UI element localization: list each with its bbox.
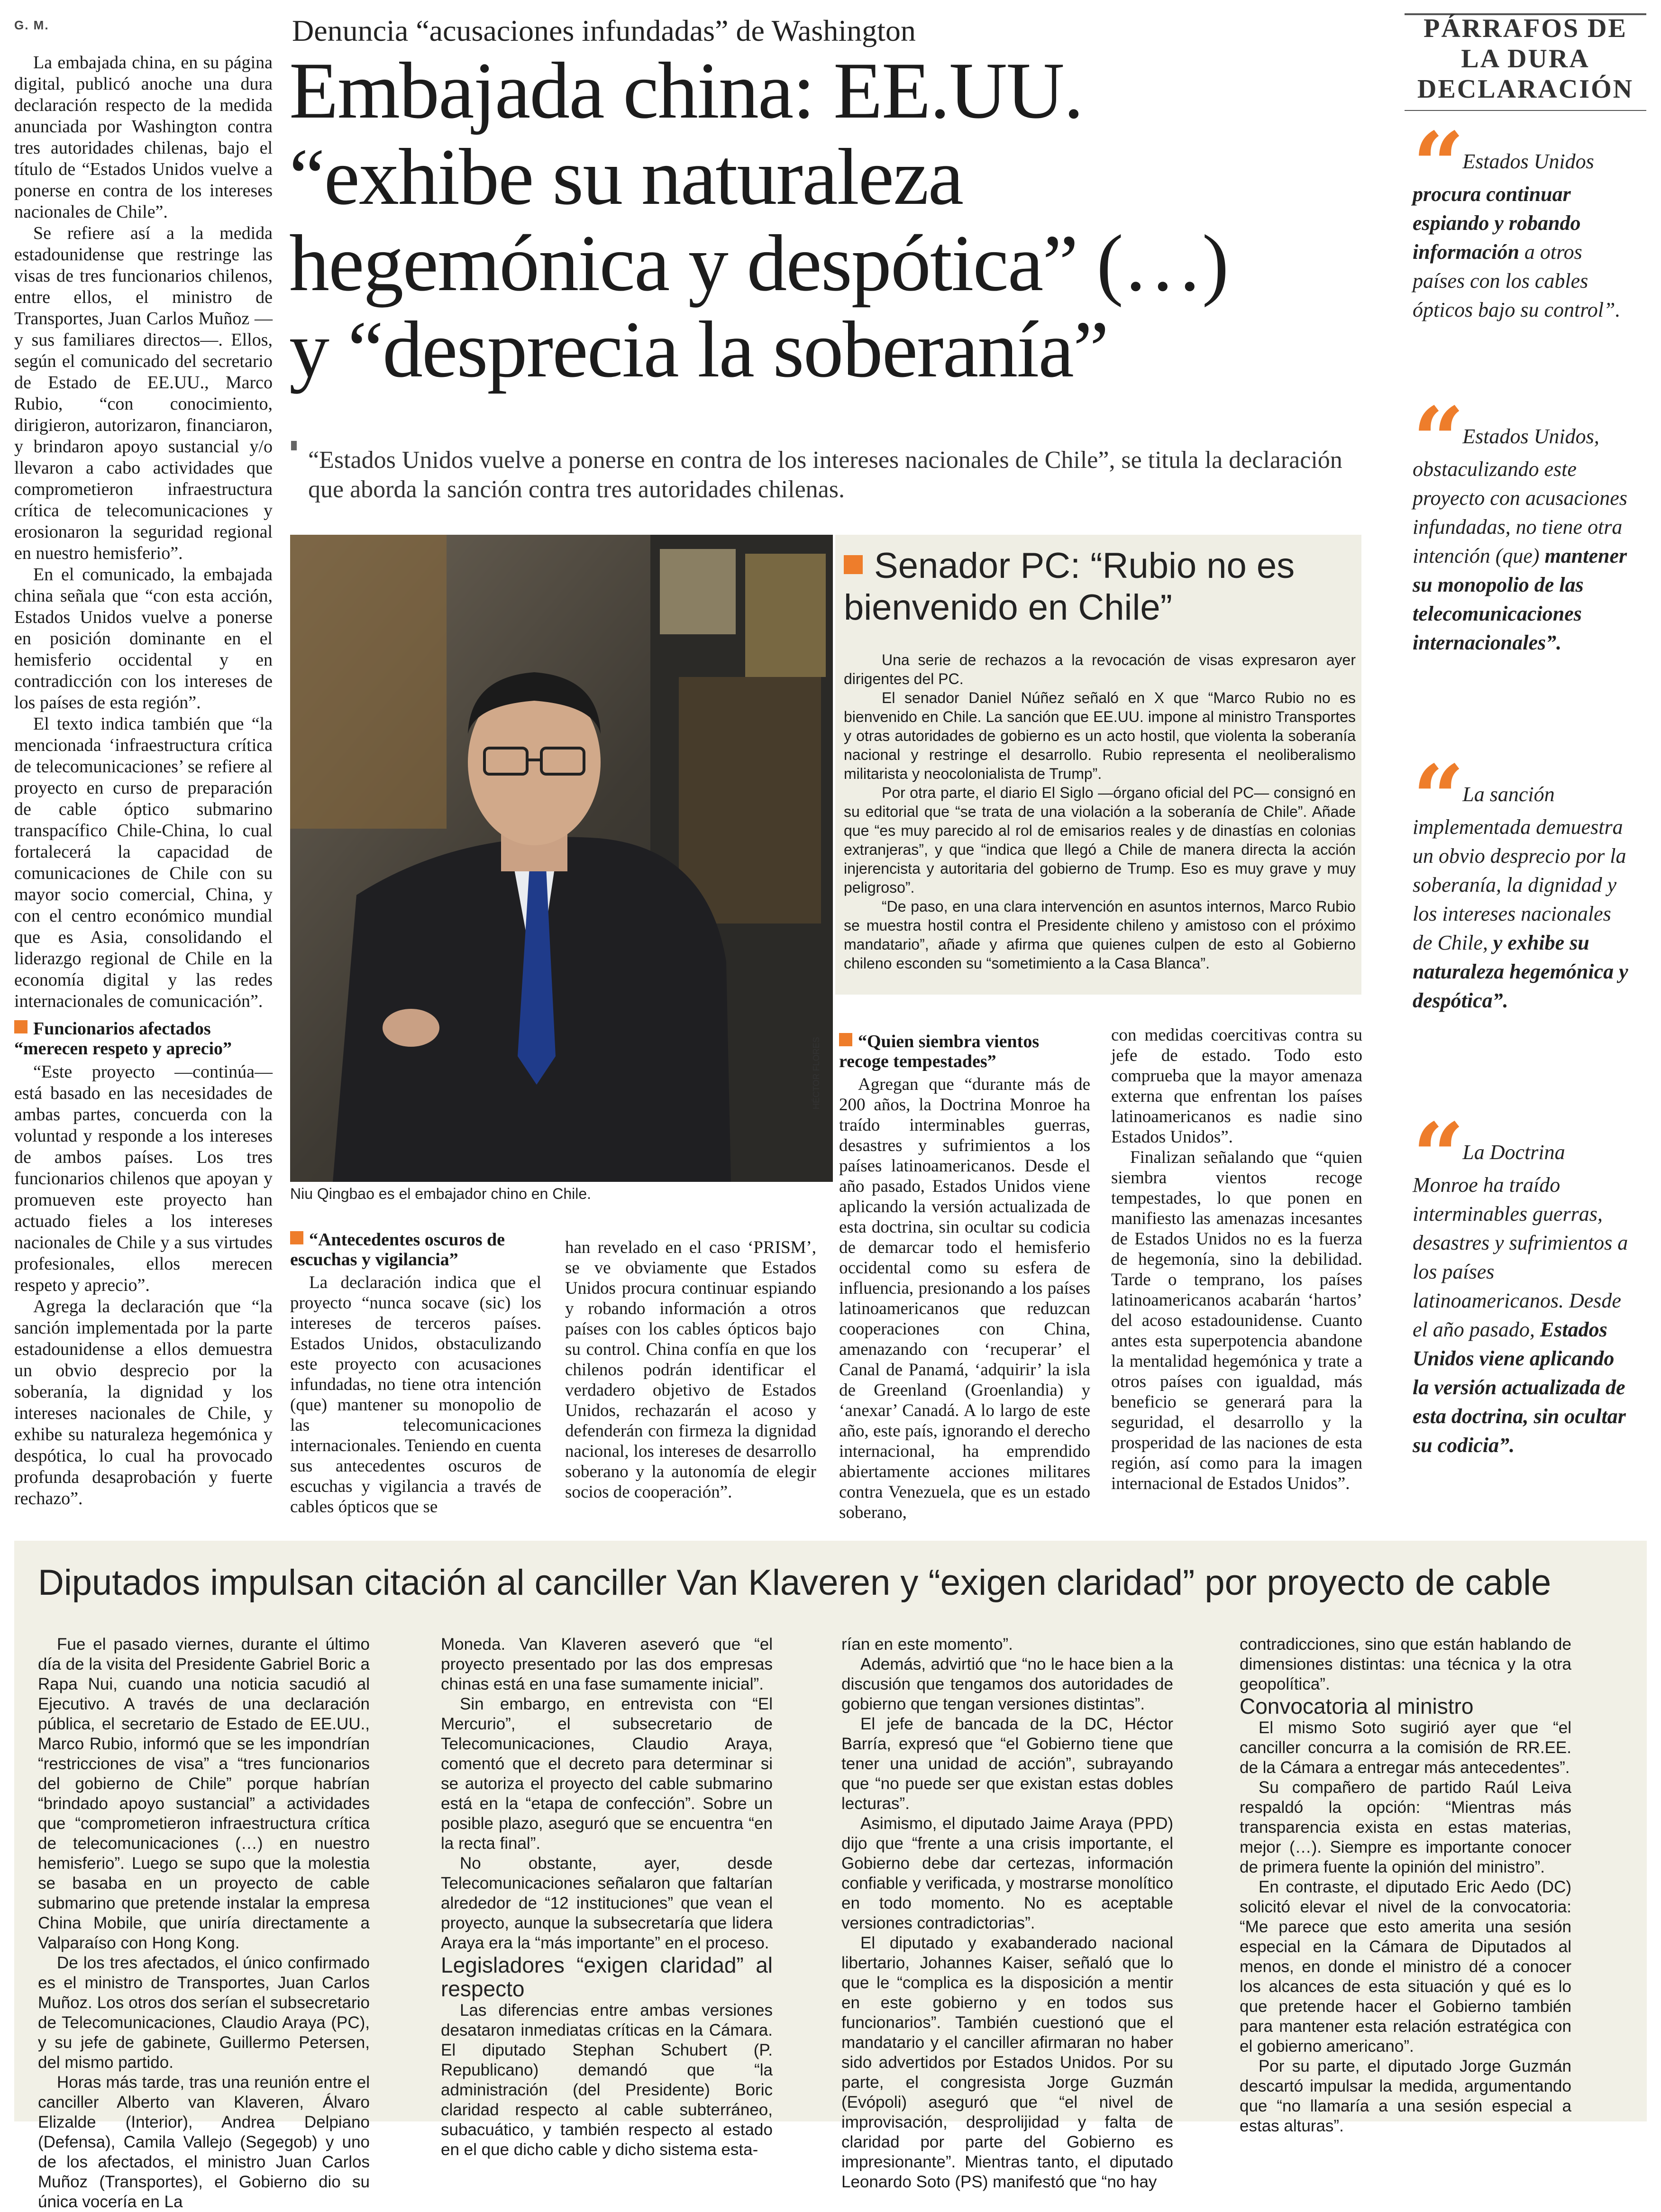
bottom-column-4 (1240, 1635, 1571, 2136)
left-paragraph: La embajada china, en su página digital, publicó anoche una dura declaración respecto de la medida anunciada por Washington contra tres autoridades chilenas, bajo el título de “Estados Unidos vuelve a ponerse en contra de los intereses nacionales de Chile”. (14, 53, 273, 222)
middle-column-3 (839, 1025, 1090, 1523)
quote-text-bold: Estados Unidos viene aplicando la versión actualizada de esta doctrina, sin ocultar su codicia”. (1413, 1318, 1626, 1457)
left-paragraph: El texto indica también que “la mencionada ‘infraestructura crítica de telecomunicaciones’ se refiere al proyecto en curso de preparación de cable óptico submarino transpacífico Chile-China, lo cual fortalecerá la capacidad de comunicaciones de Chile con su mayor socio comercial, China, y con el centro económico mundial que es Asia, consolidando el liderazgo regional de Chile en la economía digital y las redes internacionales de comunicación”. (14, 714, 273, 1011)
bottom-paragraph: Por su parte, el diputado Jorge Guzmán descartó impulsar la medida, argumentando que “no llamaría a una sesión especial a estas alturas”. (1240, 2057, 1571, 2135)
quotes-title-line: PÁRRAFOS DE (1424, 14, 1627, 43)
bottom-column-3 (841, 1635, 1173, 2192)
bottom-paragraph: rían en este momento”. (841, 1635, 1013, 1654)
headline-line: hegemónica y despótica” (…) (289, 219, 1228, 308)
bottom-paragraph: Moneda. Van Klaveren aseveró que “el proyecto presentado por las dos empresas chinas está en una fase sumamente inicial”. (441, 1635, 773, 1693)
headline (289, 47, 1379, 393)
quote-mark-icon: “ (1413, 112, 1456, 218)
kicker: Denuncia “acusaciones infundadas” de Washington (292, 14, 916, 47)
left-paragraph: “Este proyecto —continúa— está basado en las necesidades de ambas partes, concuerda con la voluntad y responde a los intereses de ambos países. Los tres funcionarios chilenos que apoyan y promueven este proyecto han actuado fieles a los intereses nacionales de Chile y a sus virtudes profesionales, ellos merecen respeto y aprecio”. (14, 1062, 273, 1295)
ambassador-photo (290, 535, 833, 1182)
pull-quote (1413, 387, 1635, 657)
orange-square-icon (290, 1231, 303, 1244)
quotes-title-line: DECLARACIÓN (1417, 74, 1634, 104)
bottom-paragraph: No obstante, ayer, desde Telecomunicaciones señalaron que faltarían alrededor de “12 instituciones” que vean el proyecto, aunque la subsecretaría que lidera Araya era la “más importante” en el proceso. (441, 1854, 773, 1952)
middle-subhead-text: “Quien siembra vientos recoge tempestades” (839, 1032, 1040, 1071)
quote-text-bold: mantener su monopolio de las telecomunicaciones internacionales”. (1413, 544, 1627, 654)
middle-subhead-text: “Antecedentes oscuros de escuchas y vigilancia” (290, 1230, 505, 1270)
bottom-paragraph: El diputado y exabanderado nacional libertario, Johannes Kaiser, señaló que lo que le “complica es la disposición a mentir en este gobierno y en todos sus funcionarios”. También cuestionó que el mandatario y el canciller afirmaran no haber sido advertidos por Estados Unidos. Por su parte, el congresista Jorge Guzmán (Evópoli) aseguró que “el nivel de improvisación, desprolijidad y falta de claridad por parte del Gobierno es impresionante”. Mientras tanto, el diputado Leonardo Soto (PS) manifestó que “no hay (841, 1934, 1173, 2191)
middle-subhead (839, 1032, 1090, 1071)
orange-square-icon (839, 1033, 852, 1046)
quote-mark-icon: “ (1413, 1103, 1456, 1209)
bottom-paragraph: Asimismo, el diputado Jaime Araya (PPD) dijo que “frente a una crisis importante, el Gobierno debe dar certezas, información confiable y verificada, y mostrarse monolítico en todo momento. No es aceptable versiones contradictorias”. (841, 1814, 1173, 1932)
deck: “Estados Unidos vuelve a ponerse en contra de los intereses nacionales de Chile”, se titula la declaración que aborda la sanción contra tres autoridades chilenas. (308, 447, 1342, 503)
middle-subhead (290, 1230, 541, 1270)
photo-caption: Niu Qingbao es el embajador chino en Chile. (290, 1185, 592, 1202)
quote-text: La Doctrina Monroe ha traído interminables guerras, desastres y sufrimientos a los países latinoamericanos. Desde el año pasado, (1413, 1141, 1628, 1341)
middle-paragraph: Finalizan señalando que “quien siembra vientos recoge tempestades, lo que ponen en manifiesto las amenazas incesantes de Estados Unidos no es la fuerza de hegemonía, sino la debilidad. Tarde o temprano, los países latinoamericanos acabarán ‘hartos’ del acoso estadounidense. Cuanto antes esta superpotencia abandone la mentalidad hegemónica y trate a otros países con igualdad, más beneficio se generará para la seguridad, el desarrollo y la prosperidad de las naciones de esta región, así como para la imagen internacional de Estados Unidos”. (1111, 1148, 1362, 1493)
middle-paragraph: La declaración indica que el proyecto “nunca socave (sic) los intereses de terceros países. Estados Unidos, obstaculizando este proyecto con acusaciones infundadas, no tiene otra intención (que) mantener su monopolio de las telecomunicaciones internacionales. Teniendo en cuenta sus antecedentes oscuros de escuchas y vigilancia a través de cables ópticos que se (290, 1273, 541, 1517)
quote-text: Estados Unidos, obstaculizando este proyecto con acusaciones infundadas, no tiene otra intención (que) (1413, 425, 1627, 567)
bottom-paragraph: Además, advirtió que “no le hace bien a la discusión que tengamos dos autoridades de gobierno que tengan versiones distintas”. (841, 1655, 1173, 1713)
quote-mark-icon: “ (1413, 745, 1456, 851)
bottom-paragraph: Fue el pasado viernes, durante el último día de la visita del Presidente Gabriel Boric a Rapa Nui, cuando una noticia sacudió al Ejecutivo. A través de una declaración pública, el secretario de Estado de EE.UU., Marco Rubio, informó que se les impondrían “restricciones de visa” a “tres funcionarios del gobierno de Chile” porque habrían “brindado apoyo sustancial” a actividades que “comprometieron infraestructura crítica de telecomunicaciones (…) en nuestro hemisferio”. Luego se supo que la molestia se basaba en un proyecto de cable submarino que pretende instalar la empresa China Mobile, que uniría directamente a Valparaíso con Hong Kong. (38, 1635, 370, 1952)
quote-text-bold: procura continuar espiando y robando información (1413, 183, 1581, 264)
pull-quote (1413, 745, 1635, 1015)
bottom-paragraph: contradicciones, sino que están hablando de dimensiones distintas: una técnica y la otra geopolítica”. (1240, 1635, 1571, 1693)
ambassador-illustration (290, 535, 833, 1182)
quote-text: La sanción implementada demuestra un obvio desprecio por la soberanía, la dignidad y los intereses nacionales de Chile, (1413, 783, 1626, 954)
left-paragraph: En el comunicado, la embajada china señala que “con esta acción, Estados Unidos vuelve a ponerse en posición dominante en el hemisferio occidental y en contradicción con los intereses de los países de esta región”. (14, 565, 273, 713)
photo-credit: HÉCTOR FLORES (812, 1037, 821, 1109)
senador-paragraph: “De paso, en una clara intervención en asuntos internos, Marco Rubio se muestra hostil contra el Presidente chileno y amistoso con el próximo mandatario”, añade y afirma que quienes culpen de esto al Gobierno chileno esconden su “sometimiento a la Casa Blanca”. (844, 898, 1356, 972)
senador-title-text: Senador PC: “Rubio no es bienvenido en Chile” (844, 546, 1295, 628)
headline-line: Embajada china: EE.UU. (289, 46, 1083, 135)
senador-body (844, 650, 1356, 973)
senador-paragraph: Una serie de rechazos a la revocación de visas expresaron ayer dirigentes del PC. (844, 651, 1356, 687)
left-subhead (14, 1019, 273, 1059)
bottom-paragraph: Horas más tarde, tras una reunión entre el canciller Alberto van Klaveren, Álvaro Elizalde (Interior), Andrea Delpiano (Defensa), Camila Vallejo (Segegob) y uno de los afectados, el ministro Juan Carlos Muñoz (Transportes), el Gobierno dio su única vocería en La (38, 2073, 370, 2211)
middle-column-1 (290, 1223, 541, 1517)
quote-text: Estados Unidos (1462, 150, 1594, 173)
orange-square-icon (14, 1020, 27, 1033)
quote-text-bold: y exhibe su naturaleza hegemónica y despótica”. (1413, 931, 1628, 1012)
middle-column-4 (1111, 1025, 1362, 1494)
quotes-title-line: LA DURA (1461, 44, 1590, 73)
quote-mark-icon: “ (1413, 387, 1456, 493)
left-paragraph: Agrega la declaración que “la sanción implementada por la parte estadounidense a ellos demuestra un obvio desprecio por la soberanía, la dignidad y los intereses nacionales de Chile, y exhibe su naturaleza hegemónica y despótica, lo cual ha provocado profunda desaprobación y fuerte rechazo”. (14, 1297, 273, 1508)
bottom-column-2 (441, 1635, 773, 2160)
bottom-title: Diputados impulsan citación al canciller Van Klaveren y “exigen claridad” por proyecto de cable (38, 1563, 1551, 1603)
bottom-paragraph: Sin embargo, en entrevista con “El Mercurio”, el subsecretario de Telecomunicaciones, Claudio Araya, comentó que el decreto para determinar si se autoriza el proyecto del cable submarino está en la “etapa de confección”. Sobre un posible plazo, aseguró que se encuentra “en la recta final”. (441, 1695, 773, 1853)
bottom-paragraph: El mismo Soto sugirió ayer que “el canciller concurra a la comisión de RR.EE. de la Cámara a entregar más antecedentes”. (1240, 1718, 1571, 1777)
bottom-paragraph: Las diferencias entre ambas versiones desataron inmediatas críticas en la Cámara. El diputado Stephan Schubert (P. Republicano) demandó que “la administración (del Presidente) Boric claridad respecto al cable subterráneo, subacuático, y también respecto al estado en el que dicho cable y dicho sistema esta- (441, 2001, 773, 2159)
bottom-paragraph: De los tres afectados, el único confirmado es el ministro de Transportes, Juan Carlos Muñoz. Los otros dos serían el subsecretario de Telecomunicaciones, Claudio Araya (PC), y su jefe de gabinete, Guillermo Petersen, del mismo partido. (38, 1954, 370, 2072)
senador-paragraph: Por otra parte, el diario El Siglo —órgano oficial del PC— consignó en su editorial que “se trata de una violación a la soberanía de Chile”. Añade que “es muy parecido al rol de emisarios reales y de dinastías en colonias extranjeras”, y que “indica que llegó a Chile de manera directa la acción injerencista y autoritaria del gobierno de Trump. Eso es muy grave y muy peligroso”. (844, 784, 1356, 896)
pull-quote (1413, 112, 1635, 324)
pull-quote (1413, 1103, 1635, 1460)
headline-line: “exhibe su naturaleza (289, 132, 963, 221)
quotes-rule (1405, 110, 1646, 111)
deck-marker (291, 441, 297, 450)
bottom-paragraph: Su compañero de partido Raúl Leiva respaldó la opción: “Mientras más transparencia exista en estas materias, mejor (…). Siempre es importante conocer de primera fuente la opinión del ministro”. (1240, 1778, 1571, 1876)
bottom-column-1 (38, 1635, 370, 2212)
middle-paragraph: han revelado en el caso ‘PRISM’, se ve obviamente que Estados Unidos procura continuar espiando y robando información a otros países con los cables ópticos bajo su control. China confía en que los chilenos podrán identificar el verdadero objetivo de Estados Unidos, rechazarán el acoso y defenderán con firmeza la dignidad nacional, los intereses de desarrollo soberano y la autonomía de elegir socios de cooperación”. (565, 1238, 816, 1502)
orange-square-icon (844, 555, 863, 574)
bottom-paragraph: El jefe de bancada de la DC, Héctor Barría, expresó que “el Gobierno tiene que tener una unidad de acción”, subrayando que “no puede ser que existan estas dobles lecturas”. (841, 1715, 1173, 1813)
senador-paragraph: El senador Daniel Núñez señaló en X que “Marco Rubio no es bienvenido en Chile. La sanción que EE.UU. impone al ministro Transportes y otras autoridades de gobierno es un acto hostil, que violenta la soberanía nacional y restringe el desarrollo. Rubio representa el neoliberalismo militarista y neocolonialista de Trump”. (844, 689, 1356, 782)
headline-line: y “desprecia la soberanía” (289, 305, 1108, 394)
middle-column-2 (565, 1237, 816, 1502)
byline: G. M. (14, 18, 49, 32)
bottom-subhead: Convocatoria al ministro (1240, 1694, 1474, 1718)
left-subhead-text: Funcionarios afectados “merecen respeto y aprecio” (14, 1019, 232, 1059)
quotes-title (1405, 13, 1646, 104)
middle-paragraph: Agregan que “durante más de 200 años, la Doctrina Monroe ha traído interminables guerras, desastres y sufrimientos a los países latinoamericanos. Desde el año pasado, Estados Unidos viene aplicando la versión actualizada de esta doctrina, sin ocultar su codicia de demarcar todo el hemisferio occidental como su esfera de influencia, presionando a los países latinoamericanos que reduzcan cooperaciones con China, amenazando con ‘recuperar’ el Canal de Panamá, ‘adquirir’ la isla de Greenland (Groenlandia) y ‘anexar’ Canadá. A lo largo de este año, este país, ignorando el derecho internacional, ha emprendido abiertamente acciones militares contra Venezuela, que es un estado soberano, (839, 1075, 1090, 1522)
left-paragraph: Se refiere así a la medida estadounidense que restringe las visas de tres funcionarios chilenos, entre ellos, el ministro de Transportes, Juan Carlos Muñoz —y sus familiares directos—. Ellos, según el comunicado del secretario de Estado de EE.UU., Marco Rubio, “con conocimiento, dirigieron, autorizaron, financiaron, y brindaron apoyo sustancial y/o llevaron a cabo actividades que comprometieron infraestructura crítica de telecomunicaciones y erosionaron la seguridad regional en nuestro hemisferio”. (14, 223, 273, 563)
left-column (14, 52, 273, 1509)
bottom-subhead: Legisladores “exigen claridad” al respecto (441, 1953, 773, 2001)
quote-text: a otros países con los cables ópticos bajo su control”. (1413, 240, 1621, 321)
middle-paragraph: con medidas coercitivas contra su jefe de estado. Todo esto comprueba que la mayor amenaza externa que enfrentan los países latinoamericanos es nadie sino Estados Unidos”. (1111, 1025, 1362, 1147)
senador-title (844, 545, 1356, 629)
bottom-paragraph: En contraste, el diputado Eric Aedo (DC) solicitó elevar el nivel de la convocatoria: “Me parece que esto amerita una sesión especial en la Cámara de Diputados al menos, en donde el ministro dé a conocer los alcances de esta situación y qué es lo que pretende hacer el Gobierno también para mantener esta relación estratégica con el gobierno americano”. (1240, 1878, 1571, 2056)
